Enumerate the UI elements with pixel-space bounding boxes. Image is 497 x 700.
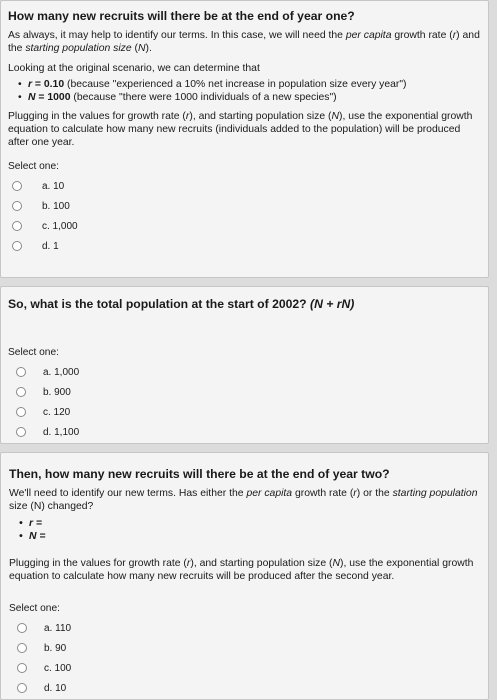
q3-option-a[interactable]: a. 110: [9, 618, 480, 638]
question-1-look: Looking at the original scenario, we can determine that: [8, 63, 260, 74]
q2-option-c[interactable]: c. 120: [8, 402, 480, 422]
term-n: • N =: [19, 530, 480, 543]
term-r: • r =: [19, 517, 480, 530]
radio-button[interactable]: [17, 643, 27, 653]
radio-button[interactable]: [17, 623, 27, 633]
question-3-intro: We'll need to identify our new terms. Has either the per capita growth rate (r) or the starting population size (N) changed?: [9, 488, 478, 512]
question-3-title: Then, how many new recruits will there be at the end of year two?: [9, 467, 390, 481]
radio-button[interactable]: [17, 663, 27, 673]
radio-button[interactable]: [12, 241, 22, 251]
radio-button[interactable]: [12, 201, 22, 211]
question-3-terms: [9, 517, 480, 543]
radio-button[interactable]: [12, 181, 22, 191]
radio-button[interactable]: [16, 387, 26, 397]
question-2-title: So, what is the total population at the start of 2002? (N + rN): [8, 297, 355, 311]
question-2-select-label: Select one:: [8, 347, 59, 358]
q3-option-c[interactable]: c. 100: [9, 658, 480, 678]
q2-option-b[interactable]: b. 900: [8, 382, 480, 402]
question-card-1: [0, 0, 489, 278]
question-1-instructions: Plugging in the values for growth rate (r), and starting population size (N), use the exponential growth equation to calculate how many new recruits (individuals added to the population) will be produced after one year.: [8, 111, 473, 148]
q1-option-c[interactable]: c. 1,000: [8, 216, 480, 236]
question-card-2: [0, 286, 489, 444]
radio-button[interactable]: [12, 221, 22, 231]
q1-option-b[interactable]: b. 100: [8, 196, 480, 216]
question-3-select-label: Select one:: [9, 603, 60, 614]
radio-button[interactable]: [16, 407, 26, 417]
q2-option-d[interactable]: d. 1,100: [8, 422, 480, 442]
q3-option-d[interactable]: d. 10: [9, 678, 480, 698]
term-n: • N = 1000 (because "there were 1000 individuals of a new species"): [18, 91, 480, 104]
term-r: • r = 0.10 (because "experienced a 10% net increase in population size every year"): [18, 78, 480, 91]
radio-button[interactable]: [16, 367, 26, 377]
question-1-terms: [8, 78, 480, 104]
question-3-instructions: Plugging in the values for growth rate (r), and starting population size (N), use the exponential growth equation to calculate how many new recruits will be produced after the second year.: [9, 558, 474, 582]
q2-option-a[interactable]: a. 1,000: [8, 362, 480, 382]
question-card-3: [0, 452, 489, 700]
radio-button[interactable]: [17, 683, 27, 693]
question-1-select-label: Select one:: [8, 161, 59, 172]
question-1-title: How many new recruits will there be at the end of year one?: [8, 9, 355, 23]
q1-option-a[interactable]: a. 10: [8, 176, 480, 196]
q3-option-b[interactable]: b. 90: [9, 638, 480, 658]
question-1-intro: As always, it may help to identify our terms. In this case, we will need the per capita growth rate (r) and the starting population size (N).: [8, 30, 480, 54]
q1-option-d[interactable]: d. 1: [8, 236, 480, 256]
radio-button[interactable]: [16, 427, 26, 437]
